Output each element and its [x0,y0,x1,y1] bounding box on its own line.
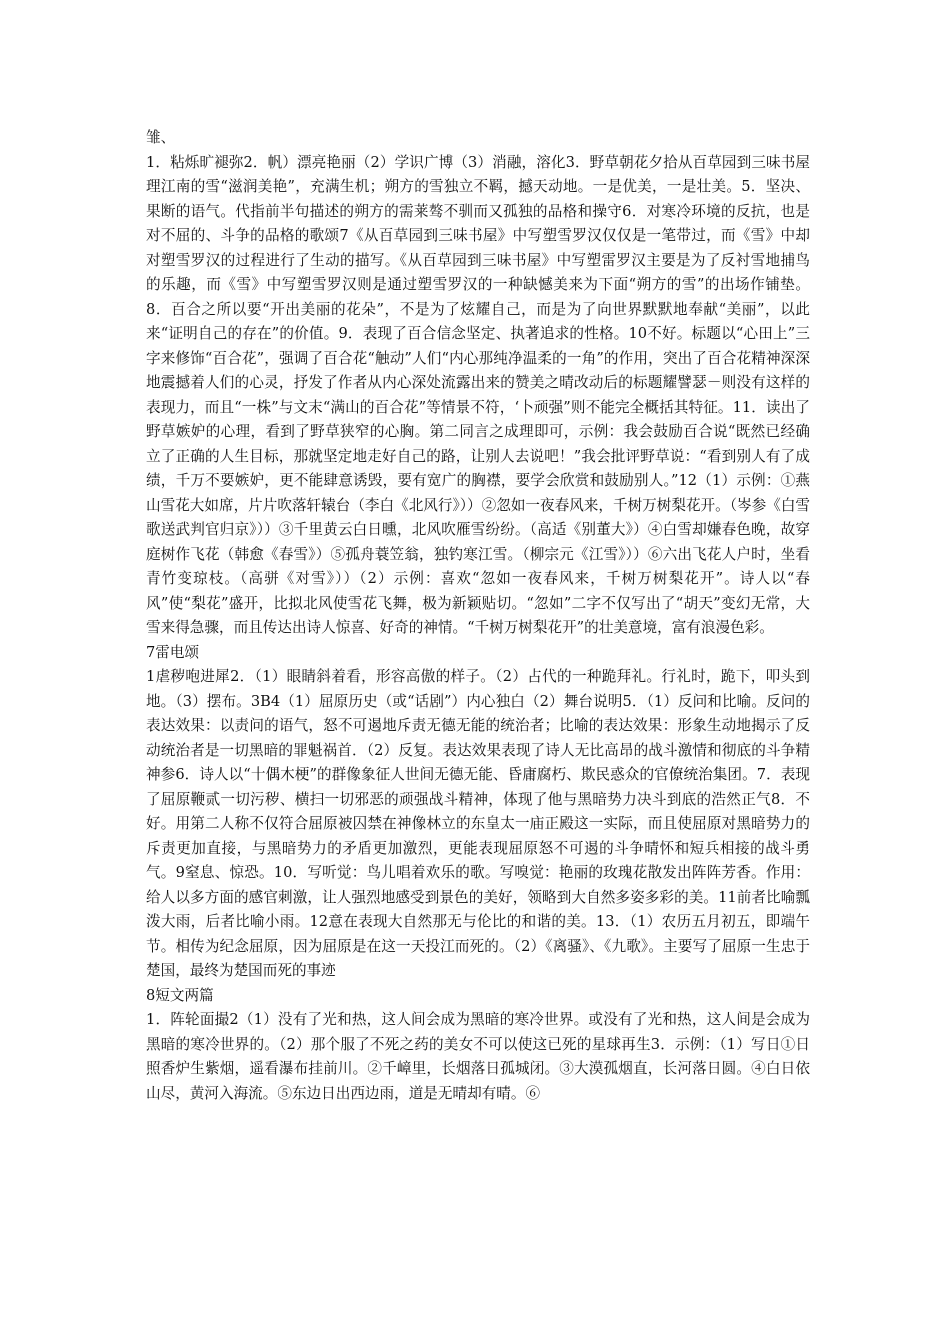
paragraph-fragment: 雏、 [146,129,176,146]
paragraph-answers-8: 1．阵轮面撮2（1）没有了光和热，这人间会成为黑暗的寒冷世界。或没有了光和热，这人间是会成为黑暗的寒冷世界的。（2）那个服了不死之药的美女不可以使这已死的星球再生3．示例：（1）写日①日照香炉生紫烟，遥看瀑布挂前川。②千嶂里，长烟落日孤城闭。③大漠孤烟直，长河落日圆。④白日依山尽，黄河入海流。⑤东边日出西边雨，道是无晴却有晴。⑥ [146,1011,810,1102]
paragraph-answers-6: 1．粘烁旷褪弥2．帆）漂亮艳丽（2）学识广博（3）消融，溶化3．野草朝花夕拾从百草园到三味书屋理江南的雪“滋润美艳”，充满生机；朔方的雪独立不羁，撼天动地。一是优美，一是壮美。5．坚决、果断的语气。代指前半句描述的朔方的需莱骜不驯而又孤独的品格和操守6．对寒冷环境的反抗，也是对不屈的、斗争的品格的歌颂7《从百草园到三味书屋》中写塑雪罗汉仅仅是一笔带过，而《雪》中却对塑雪罗汉的过程进行了生动的描写。《从百草园到三味书屋》中写塑雷罗汉主要是为了反衬雪地捕鸟的乐趣，而《雪》中写塑雪罗汉则是通过塑雪罗汉的一种缺憾美来为下面“朔方的雪”的出场作铺垫。8．百合之所以要“开出美丽的花朵”，不是为了炫耀自己，而是为了向世界默默地奉献“美丽”，以此来“证明自己的存在”的价值。9．表现了百合信念坚定、执著追求的性格。10不好。标题以“心田上”三字来修饰“百合花”，强调了百合花“触动”人们“内心那纯净温柔的一角”的作用，突出了百合花精神深深地震撼着人们的心灵，抒发了作者从内心深处流露出来的赞美之晴改动后的标题耀譬瑟－则没有这样的表现力，而且“一株”与文末“满山的百合花”等情景不符，‘卜顽强”则不能完全概括其特征。11．读出了野草嫉妒的心理，看到了野草狭窄的心胸。第二同言之成理即可，示例：我会鼓励百合说“既然已经确立了正确的人生目标，那就坚定地走好自己的路，让别人去说吧！”我会批评野草说：“看到别人有了成绩，千万不要嫉妒，更不能肆意诱毁，要有宽广的胸襟，要学会欣赏和鼓励别人。”12（1）示例：①燕山雪花大如席，片片吹落轩辕台（李白《北风行》））②忽如一夜春风来，千树万树梨花开。（岑参《白雪歌送武判官归京》））③千里黄云白日曛，北风吹雁雪纷纷。（高适《别董大》）④白雪却嫌春色晚，故穿庭树作飞花（韩愈《春雪》）⑤孤舟蓑笠翁，独钓寒江雪。（柳宗元《江雪》））⑥六出飞花人户时，坐看青竹变琼枝。（高骈《对雪》））（2）示例：喜欢“忽如一夜春风来，千树万树梨花开”。诗人以“春风”使“梨花”盛开，比拟北风使雪花飞舞，极为新颖贴切。“忽如”二字不仅写出了“胡天”变幻无常，大雪来得急骤，而且传达出诗人惊喜、好奇的神情。“千树万树梨花开”的壮美意境，富有浪漫色彩。 [146,153,811,636]
paragraph-answers-7: 1虐秽咆进犀2．（1）眼睛斜着看，形容高傲的样子。（2）占代的一种跪拜礼。行礼时，跪下，叩头到地。（3）摆布。3B4（1）屈原历史（或“话剧”）内心独白（2）舞台说明5．（1）反问和比喻。反问的表达效果：以责问的语气，怒不可遏地斥责无德无能的统治者；比喻的表达效果：形象生动地揭示了反动统治者是一切黑暗的罪魁祸首．（2）反复。表达效果表现了诗人无比高昂的战斗激情和彻底的斗争精神参6．诗人以“十偶木梗”的群像象征人世间无德无能、昏庸腐朽、欺民惑众的官僚统治集团。7．表现了屈原鞭贰一切污秽、横扫一切邪恶的顽强战斗精神，体现了他与黑暗势力决斗到底的浩然正气8．不好。用第二人称不仅符合屈原被囚禁在神像林立的东皇太一庙正殿这一实际，而且使屈原对黑暗势力的斥责更加直接，与黑暗势力的矛盾更加激烈，更能表现屈原怒不可遏的斗争晴怀和短兵相接的战斗勇气。9窒息、惊恐。10．写听觉：鸟儿唱着欢乐的歌。写嗅觉：艳丽的玫瑰花散发出阵阵芳香。作用：给人以多方面的感官刺激，让人强烈地感受到景色的美好，领略到大自然多姿多彩的美。11前者比喻瓢泼大雨，后者比喻小雨。12意在表现大自然那无与伦比的和谐的美。13．（1）农历五月初五，即端午节。相传为纪念屈原，因为屈原是在这一天投江而死的。（2）《离骚》、《九歌》。主要写了屈原一生忠于楚国，最终为楚国而死的事迹 [146,668,810,979]
section-heading-8: 8短文两篇 [146,986,214,1004]
document-body [146,126,810,1106]
section-heading-7: 7雷电颂 [146,643,200,661]
